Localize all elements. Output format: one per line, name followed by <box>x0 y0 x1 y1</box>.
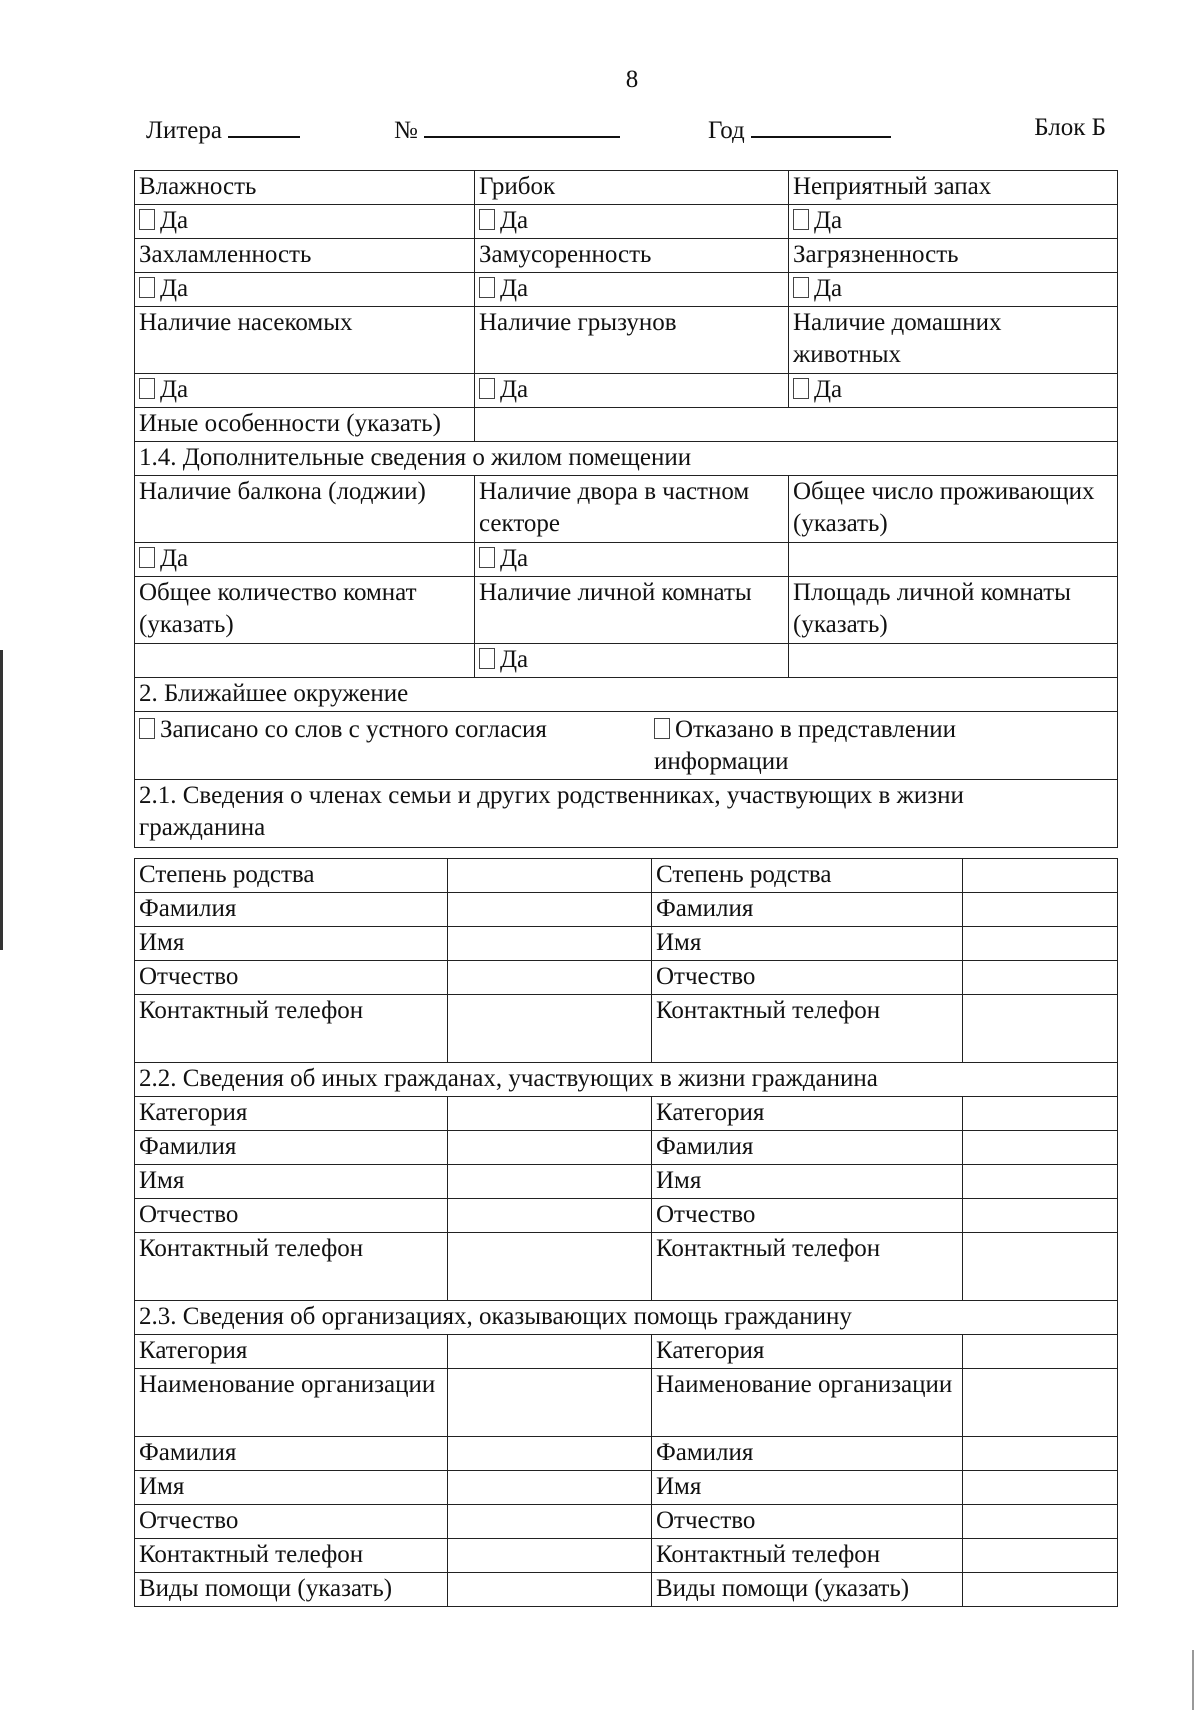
field-label: Имя <box>652 1165 963 1199</box>
yes-label: Да <box>814 376 843 403</box>
field-label: Фамилия <box>652 1437 963 1471</box>
table-row <box>135 1471 1118 1505</box>
field-input[interactable] <box>448 927 652 961</box>
table-row <box>135 273 1118 307</box>
yard-label: Наличие двора в частном секторе <box>475 476 789 543</box>
table-row <box>135 780 1118 848</box>
field-input[interactable] <box>448 1573 652 1607</box>
field-label: Виды помощи (указать) <box>135 1573 448 1607</box>
family-section <box>135 859 1118 1063</box>
scan-margin-mark <box>0 650 3 950</box>
yes-label: Да <box>500 545 529 572</box>
field-label: Отчество <box>135 1199 448 1233</box>
pollution-yes <box>789 273 1118 307</box>
yes-label: Да <box>160 376 189 403</box>
field-label: Отчество <box>652 961 963 995</box>
yes-label: Да <box>500 207 529 234</box>
table-row <box>135 1165 1118 1199</box>
field-label: Фамилия <box>652 893 963 927</box>
field-input[interactable] <box>963 961 1118 995</box>
others-section <box>135 1097 1118 1301</box>
litter-label: Замусоренность <box>475 239 789 273</box>
field-input[interactable] <box>448 1437 652 1471</box>
field-input[interactable] <box>963 1369 1118 1437</box>
field-label: Отчество <box>135 961 448 995</box>
field-input[interactable] <box>448 1199 652 1233</box>
table-row <box>135 205 1118 239</box>
page-number: 8 <box>625 66 639 93</box>
field-label: Фамилия <box>135 1437 448 1471</box>
table-row <box>135 1131 1118 1165</box>
table-row <box>135 307 1118 374</box>
personal-room-area-label: Площадь личной комнаты (указать) <box>789 577 1118 644</box>
table-row <box>135 1335 1118 1369</box>
table-row <box>135 374 1118 408</box>
table-row <box>135 1573 1118 1607</box>
field-input[interactable] <box>963 1131 1118 1165</box>
balcony-yes <box>135 543 475 577</box>
field-label: Имя <box>135 1471 448 1505</box>
table-row <box>135 1505 1118 1539</box>
field-input[interactable] <box>448 1539 652 1573</box>
rooms-input[interactable] <box>135 644 475 678</box>
litera-label: Литера <box>146 117 222 144</box>
table-row <box>135 1199 1118 1233</box>
field-input[interactable] <box>448 1505 652 1539</box>
environment-options <box>135 712 1118 780</box>
number-label: № <box>394 117 418 144</box>
field-input[interactable] <box>448 1335 652 1369</box>
personal-room-area-input[interactable] <box>789 644 1118 678</box>
field-input[interactable] <box>448 1369 652 1437</box>
section-2-3-title: 2.3. Сведения об организациях, оказывающих помощь гражданину <box>135 1301 1118 1335</box>
field-label: Категория <box>652 1097 963 1131</box>
field-input[interactable] <box>448 1131 652 1165</box>
field-input[interactable] <box>963 1471 1118 1505</box>
form-header <box>146 114 1106 150</box>
field-input[interactable] <box>963 1573 1118 1607</box>
yard-checkbox[interactable] <box>479 547 495 568</box>
field-label: Категория <box>135 1335 448 1369</box>
field-label: Виды помощи (указать) <box>652 1573 963 1607</box>
field-input[interactable] <box>448 1097 652 1131</box>
litter-yes <box>475 273 789 307</box>
pollution-checkbox[interactable] <box>793 277 809 298</box>
table-row <box>135 995 1118 1063</box>
consent-label: Записано со слов с устного согласия <box>160 716 547 743</box>
rodents-checkbox[interactable] <box>479 378 495 399</box>
yes-label: Да <box>500 376 529 403</box>
section-2-2-title: 2.2. Сведения об иных гражданах, участвующих в жизни гражданина <box>135 1063 1118 1097</box>
year-input[interactable] <box>751 114 891 138</box>
field-label: Контактный телефон <box>652 995 963 1063</box>
rodents-yes <box>475 374 789 408</box>
humidity-checkbox[interactable] <box>139 209 155 230</box>
residents-label: Общее число проживающих (указать) <box>789 476 1118 543</box>
field-label: Контактный телефон <box>135 1233 448 1301</box>
field-input[interactable] <box>963 1539 1118 1573</box>
clutter-yes <box>135 273 475 307</box>
organizations-section <box>135 1335 1118 1607</box>
field-label: Категория <box>652 1335 963 1369</box>
field-input[interactable] <box>963 1437 1118 1471</box>
clutter-label: Захламленность <box>135 239 475 273</box>
litera-field <box>146 114 300 145</box>
field-label: Отчество <box>652 1199 963 1233</box>
table-row <box>135 927 1118 961</box>
field-input[interactable] <box>963 893 1118 927</box>
field-input[interactable] <box>448 859 652 893</box>
table-row <box>135 893 1118 927</box>
consent-option <box>139 714 654 778</box>
insects-yes <box>135 374 475 408</box>
table-row <box>135 543 1118 577</box>
insects-label: Наличие насекомых <box>135 307 475 374</box>
table-row <box>135 1097 1118 1131</box>
refused-option <box>654 714 994 778</box>
odor-yes <box>789 205 1118 239</box>
odor-checkbox[interactable] <box>793 209 809 230</box>
table-row <box>135 476 1118 543</box>
table-row <box>135 1063 1118 1097</box>
field-label: Имя <box>135 927 448 961</box>
personal-room-checkbox[interactable] <box>479 648 495 669</box>
table-row <box>135 1233 1118 1301</box>
table-row <box>135 712 1118 780</box>
field-input[interactable] <box>963 927 1118 961</box>
field-input[interactable] <box>448 893 652 927</box>
table-row <box>135 171 1118 205</box>
field-input[interactable] <box>963 1335 1118 1369</box>
pets-yes <box>789 374 1118 408</box>
refused-label: Отказано в представлении информации <box>654 716 956 775</box>
section-2-title: 2. Ближайшее окружение <box>135 678 1118 712</box>
field-input[interactable] <box>963 859 1118 893</box>
consent-checkbox[interactable] <box>139 718 155 739</box>
field-input[interactable] <box>963 995 1118 1063</box>
table-row <box>135 577 1118 644</box>
insects-checkbox[interactable] <box>139 378 155 399</box>
field-input[interactable] <box>448 1165 652 1199</box>
table-row <box>135 1301 1118 1335</box>
pollution-label: Загрязненность <box>789 239 1118 273</box>
yes-label: Да <box>814 275 843 302</box>
table-row <box>135 678 1118 712</box>
field-input[interactable] <box>963 1505 1118 1539</box>
fungus-checkbox[interactable] <box>479 209 495 230</box>
litera-input[interactable] <box>228 114 300 138</box>
odor-label: Неприятный запах <box>789 171 1118 205</box>
table-row <box>135 442 1118 476</box>
field-label: Фамилия <box>135 893 448 927</box>
residents-input[interactable] <box>789 543 1118 577</box>
field-label: Контактный телефон <box>652 1539 963 1573</box>
field-label: Отчество <box>135 1505 448 1539</box>
table-row <box>135 1539 1118 1573</box>
yes-label: Да <box>160 207 189 234</box>
clutter-checkbox[interactable] <box>139 277 155 298</box>
field-input[interactable] <box>448 1471 652 1505</box>
yes-label: Да <box>814 207 843 234</box>
refused-checkbox[interactable] <box>654 718 670 739</box>
personal-room-label: Наличие личной комнаты <box>475 577 789 644</box>
number-input[interactable] <box>424 114 620 138</box>
block-label: Блок Б <box>1034 114 1106 141</box>
field-label: Категория <box>135 1097 448 1131</box>
field-label: Отчество <box>652 1505 963 1539</box>
yes-label: Да <box>160 545 189 572</box>
field-label: Степень родства <box>135 859 448 893</box>
rodents-label: Наличие грызунов <box>475 307 789 374</box>
table-row <box>135 644 1118 678</box>
pets-label: Наличие домашних животных <box>789 307 1118 374</box>
field-label: Степень родства <box>652 859 963 893</box>
table-row <box>135 859 1118 893</box>
field-label: Фамилия <box>652 1131 963 1165</box>
field-label: Имя <box>652 927 963 961</box>
table-row <box>135 961 1118 995</box>
field-input[interactable] <box>963 1233 1118 1301</box>
field-label: Контактный телефон <box>135 1539 448 1573</box>
fungus-yes <box>475 205 789 239</box>
litter-checkbox[interactable] <box>479 277 495 298</box>
table-row <box>135 239 1118 273</box>
other-features-input[interactable] <box>475 408 1118 442</box>
field-input[interactable] <box>963 1097 1118 1131</box>
fungus-label: Грибок <box>475 171 789 205</box>
number-field <box>394 114 620 145</box>
field-input[interactable] <box>963 1199 1118 1233</box>
rooms-label: Общее количество комнат (указать) <box>135 577 475 644</box>
table-row <box>135 1369 1118 1437</box>
persons-table <box>134 858 1118 1607</box>
field-label: Наименование организации <box>652 1369 963 1437</box>
humidity-label: Влажность <box>135 171 475 205</box>
balcony-checkbox[interactable] <box>139 547 155 568</box>
yes-label: Да <box>500 646 529 673</box>
yes-label: Да <box>500 275 529 302</box>
field-input[interactable] <box>963 1165 1118 1199</box>
field-label: Контактный телефон <box>652 1233 963 1301</box>
field-label: Имя <box>135 1165 448 1199</box>
year-field <box>708 114 891 145</box>
table-row <box>135 1437 1118 1471</box>
field-input[interactable] <box>448 961 652 995</box>
field-label: Имя <box>652 1471 963 1505</box>
yard-yes <box>475 543 789 577</box>
field-input[interactable] <box>448 1233 652 1301</box>
section-2-1-title: 2.1. Сведения о членах семьи и других родственниках, участвующих в жизни гражданина <box>135 780 1118 848</box>
humidity-yes <box>135 205 475 239</box>
field-label: Наименование организации <box>135 1369 448 1437</box>
field-label: Фамилия <box>135 1131 448 1165</box>
personal-room-yes <box>475 644 789 678</box>
balcony-label: Наличие балкона (лоджии) <box>135 476 475 543</box>
section-1-4-title: 1.4. Дополнительные сведения о жилом помещении <box>135 442 1118 476</box>
yes-label: Да <box>160 275 189 302</box>
field-input[interactable] <box>448 995 652 1063</box>
pets-checkbox[interactable] <box>793 378 809 399</box>
year-label: Год <box>708 117 745 144</box>
scan-margin-mark <box>1192 1650 1194 1710</box>
field-label: Контактный телефон <box>135 995 448 1063</box>
living-conditions-table <box>134 170 1118 848</box>
table-row <box>135 408 1118 442</box>
other-features-label: Иные особенности (указать) <box>135 408 475 442</box>
